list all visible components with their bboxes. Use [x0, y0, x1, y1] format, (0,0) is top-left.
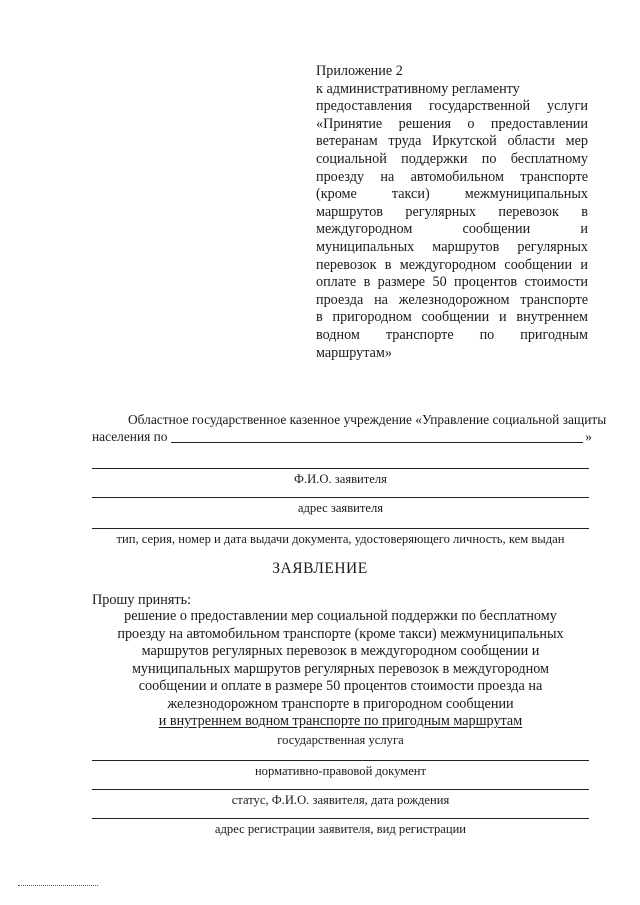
- institution-suffix: »: [585, 429, 592, 444]
- request-line: муниципальных маршрутов регулярных перевозок в междугородном: [131, 660, 550, 677]
- institution-fill-line[interactable]: [171, 429, 584, 443]
- appendix-line: (кроме такси) межмуниципальных: [316, 186, 588, 203]
- appendix-line: муниципальных маршрутов регулярных: [316, 238, 588, 255]
- request-line: решение о предоставлении мер социальной поддержки по бесплатному: [124, 608, 557, 624]
- request-line: проезду на автомобильном транспорте (кроме такси) межмуниципальных: [117, 625, 564, 642]
- appendix-line: оплате в размере 50 процентов стоимости: [316, 274, 588, 291]
- identity-document-fill-line[interactable]: [92, 528, 589, 529]
- appendix-line: маршрутов регулярных перевозок в: [316, 203, 588, 220]
- request-line: маршрутов регулярных перевозок в междугородном сообщении и: [141, 643, 540, 659]
- address-fill-line[interactable]: [92, 497, 589, 498]
- request-text: [92, 608, 589, 731]
- footnote-separator: [18, 885, 98, 886]
- appendix-line: «Принятие решения о предоставлении: [316, 115, 588, 132]
- appendix-line: Приложение 2: [316, 63, 403, 79]
- appendix-line: в пригородном сообщении и внутреннем: [316, 309, 588, 326]
- appendix-block: [316, 63, 588, 362]
- service-caption: государственная услуга: [277, 733, 404, 747]
- request-intro: Прошу принять:: [92, 592, 192, 608]
- request-line: железнодорожном транспорте в пригородном сообщении: [167, 695, 514, 712]
- appendix-line: проезду на автомобильном транспорте: [316, 168, 588, 185]
- status-caption: статус, Ф.И.О. заявителя, дата рождения: [231, 793, 450, 807]
- institution-name: Областное государственное казенное учреждение «Управление социальной защиты: [128, 412, 607, 427]
- form-title: ЗАЯВЛЕНИЕ: [272, 560, 368, 577]
- appendix-line: перевозок в междугородном сообщении и: [316, 256, 588, 273]
- appendix-line: проезда на железнодорожном транспорте: [316, 291, 588, 308]
- appendix-line: междугородном сообщении и: [316, 221, 588, 238]
- appendix-line: маршрутам»: [316, 344, 392, 361]
- registration-caption: адрес регистрации заявителя, вид регистрации: [214, 822, 467, 836]
- appendix-line: предоставления государственной услуги: [316, 98, 588, 115]
- appendix-line: водном транспорте по пригодным: [316, 326, 588, 343]
- institution-block: [92, 411, 607, 445]
- institution-prefix: населения по: [92, 429, 168, 444]
- identity-document-caption: тип, серия, номер и дата выдачи документа, удостоверяющего личность, кем выдан: [116, 532, 565, 546]
- request-line-underlined: и внутреннем водном транспорте по пригодным маршрутам: [158, 713, 523, 729]
- appendix-line: ветеранам труда Иркутской области мер: [316, 133, 588, 150]
- fio-fill-line[interactable]: [92, 468, 589, 469]
- appendix-line: социальной поддержки по бесплатному: [316, 150, 588, 167]
- appendix-line: к административному регламенту: [316, 80, 520, 97]
- fio-caption: Ф.И.О. заявителя: [294, 472, 387, 486]
- registration-fill-line[interactable]: [92, 818, 589, 819]
- normative-caption: нормативно-правовой документ: [254, 764, 427, 778]
- request-line: сообщении и оплате в размере 50 процентов стоимости проезда на: [138, 678, 543, 694]
- address-caption: адрес заявителя: [297, 501, 384, 515]
- status-fill-line[interactable]: [92, 789, 589, 790]
- normative-fill-line[interactable]: [92, 760, 589, 761]
